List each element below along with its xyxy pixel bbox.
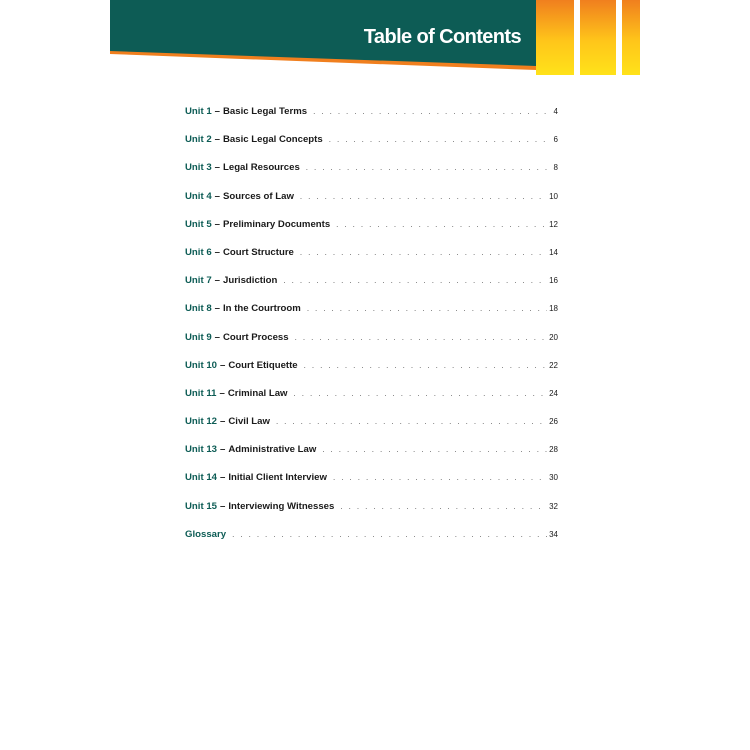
toc-page-number: 26 xyxy=(549,417,558,427)
toc-dot-leader xyxy=(336,220,547,229)
toc-entry[interactable] xyxy=(185,444,558,472)
toc-separator: – xyxy=(214,162,220,174)
toc-entry-title: Sources of Law xyxy=(223,190,294,202)
toc-dot-leader xyxy=(300,192,547,201)
toc-page-number: 20 xyxy=(549,332,558,342)
toc-unit-label: Unit 7 xyxy=(185,275,212,287)
toc-entry[interactable] xyxy=(185,219,558,247)
toc-separator: – xyxy=(214,134,220,146)
toc-unit-label: Unit 14 xyxy=(185,472,217,484)
toc-page-number: 34 xyxy=(549,529,558,539)
toc-page-number: 18 xyxy=(549,304,558,314)
toc-page-number: 16 xyxy=(549,276,558,286)
toc-dot-leader xyxy=(294,389,548,398)
toc-separator: – xyxy=(219,387,225,399)
toc-separator: – xyxy=(220,416,226,428)
toc-page-number: 14 xyxy=(549,247,558,257)
toc-page-number: 8 xyxy=(553,163,558,173)
toc-dot-leader xyxy=(304,361,547,370)
toc-entry-title: Interviewing Witnesses xyxy=(228,500,335,512)
toc-unit-label: Unit 12 xyxy=(185,416,217,428)
toc-entry[interactable] xyxy=(185,162,558,190)
toc-entry-title: Basic Legal Terms xyxy=(223,106,308,117)
toc-separator: – xyxy=(214,106,220,117)
toc-entry-title: Basic Legal Concepts xyxy=(223,134,323,146)
toc-page-number: 6 xyxy=(553,135,558,145)
toc-page-number: 24 xyxy=(549,388,558,398)
toc-dot-leader xyxy=(333,473,547,482)
toc-separator: – xyxy=(214,246,220,258)
toc-dot-leader xyxy=(295,333,548,342)
toc-entry[interactable] xyxy=(185,360,558,388)
toc-separator: – xyxy=(214,190,220,202)
toc-separator: – xyxy=(214,331,220,343)
page-title: Table of Contents xyxy=(363,26,521,48)
accent-bar-3 xyxy=(622,0,640,75)
toc-page-number: 30 xyxy=(549,473,558,483)
toc-unit-label: Unit 3 xyxy=(185,162,212,174)
toc-unit-label: Unit 8 xyxy=(185,303,212,315)
toc-page-number: 4 xyxy=(553,107,558,116)
toc-entry[interactable] xyxy=(185,472,558,500)
toc-entry-title: Civil Law xyxy=(228,416,270,428)
toc-entry-title: Court Etiquette xyxy=(228,359,298,371)
toc-separator: – xyxy=(220,359,226,371)
accent-bar-2 xyxy=(580,0,616,75)
toc-dot-leader xyxy=(232,530,547,539)
toc-page-number: 28 xyxy=(549,445,558,455)
toc-page-number: 32 xyxy=(549,501,558,511)
toc-entry-title: Jurisdiction xyxy=(223,275,278,287)
toc-entry-title: Administrative Law xyxy=(228,444,317,456)
toc-unit-label: Unit 4 xyxy=(185,190,212,202)
toc-dot-leader xyxy=(306,163,552,172)
toc-page-number: 10 xyxy=(549,191,558,201)
toc-unit-label: Unit 15 xyxy=(185,500,217,512)
toc-dot-leader xyxy=(313,107,551,116)
toc-separator: – xyxy=(214,218,220,230)
toc-entry-title: Legal Resources xyxy=(223,162,300,174)
toc-entry[interactable] xyxy=(185,134,558,162)
toc-entry-title: Court Structure xyxy=(223,246,294,258)
toc-unit-label: Unit 10 xyxy=(185,359,217,371)
toc-separator: – xyxy=(214,275,220,287)
toc-entry[interactable] xyxy=(185,332,558,360)
toc-unit-label: Unit 5 xyxy=(185,218,212,230)
toc-dot-leader xyxy=(276,417,547,426)
accent-bar-1 xyxy=(536,0,574,75)
document-page xyxy=(110,0,640,750)
toc-entry[interactable] xyxy=(185,191,558,219)
toc-dot-leader xyxy=(340,502,547,511)
toc-dot-leader xyxy=(322,445,547,454)
toc-unit-label: Unit 2 xyxy=(185,134,212,146)
toc-entry-title: Initial Client Interview xyxy=(228,472,327,484)
toc-unit-label: Unit 9 xyxy=(185,331,212,343)
toc-entry[interactable] xyxy=(185,388,558,416)
toc-dot-leader xyxy=(307,304,547,313)
toc-entry[interactable] xyxy=(185,416,558,444)
toc-separator: – xyxy=(220,444,226,456)
toc-entry[interactable] xyxy=(185,106,558,134)
toc-page-number: 22 xyxy=(549,360,558,370)
toc-unit-label: Unit 1 xyxy=(185,106,212,117)
toc-entry-title: Criminal Law xyxy=(227,387,288,399)
toc-dot-leader xyxy=(283,276,547,285)
toc-separator: – xyxy=(214,303,220,315)
toc-entry-title: Preliminary Documents xyxy=(223,218,331,230)
toc-entry[interactable] xyxy=(185,275,558,303)
toc-separator: – xyxy=(220,472,226,484)
toc-entry-title: Court Process xyxy=(223,331,289,343)
toc-unit-label: Unit 11 xyxy=(185,387,217,399)
toc-separator: – xyxy=(220,500,226,512)
header-banner xyxy=(110,0,640,75)
toc-unit-label: Unit 13 xyxy=(185,444,217,456)
toc-unit-label: Unit 6 xyxy=(185,246,212,258)
toc-dot-leader xyxy=(300,248,547,257)
toc-entry-title: In the Courtroom xyxy=(223,303,301,315)
toc-entry[interactable] xyxy=(185,247,558,275)
toc-entry[interactable] xyxy=(185,529,558,557)
table-of-contents xyxy=(185,106,558,557)
toc-entry[interactable] xyxy=(185,303,558,331)
toc-unit-label: Glossary xyxy=(185,528,227,540)
toc-entry[interactable] xyxy=(185,501,558,529)
toc-page-number: 12 xyxy=(549,219,558,229)
toc-dot-leader xyxy=(329,135,552,144)
